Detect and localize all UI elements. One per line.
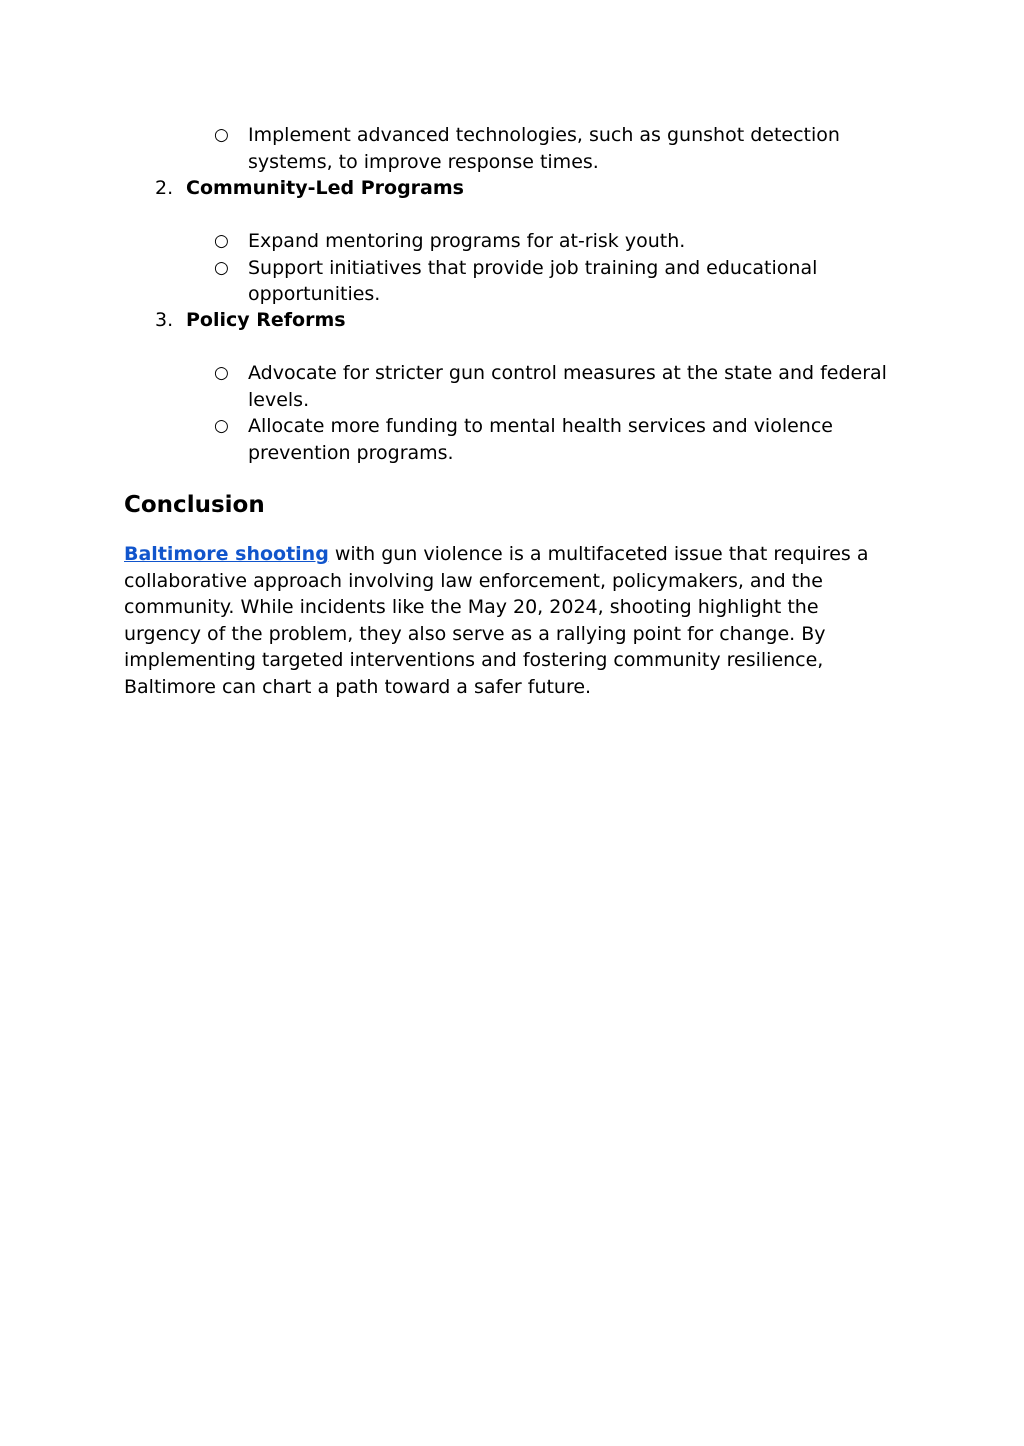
- list-item-title: Policy Reforms: [186, 309, 346, 331]
- conclusion-paragraph: [124, 541, 884, 700]
- paragraph-line: collaborative approach involving law enforcement, policymakers, and the: [124, 569, 823, 592]
- paragraph-line: urgency of the problem, they also serve as a rallying point for change. By: [124, 622, 826, 645]
- list-item-text: Advocate for stricter gun control measures at the state and federal: [248, 362, 887, 384]
- list-item-text: Expand mentoring programs for at-risk youth.: [248, 230, 686, 252]
- conclusion-heading: Conclusion: [124, 492, 265, 518]
- paragraph-line: [124, 541, 884, 568]
- list-item-title: Community-Led Programs: [186, 177, 464, 199]
- bullet-icon: ○: [214, 416, 229, 436]
- list-item-text: Implement advanced technologies, such as gunshot detection: [248, 124, 840, 146]
- bullet-icon: ○: [214, 257, 229, 278]
- paragraph-line: community. While incidents like the May 20, 2024, shooting highlight the: [124, 596, 819, 618]
- paragraph-line: implementing targeted interventions and fostering community resilience,: [124, 649, 824, 671]
- list-number: 2.: [155, 177, 174, 199]
- paragraph-line: Baltimore can chart a path toward a safer future.: [124, 675, 592, 698]
- list-number: 3.: [155, 309, 174, 331]
- list-item-text: prevention programs.: [248, 441, 454, 464]
- list-item-text: opportunities.: [248, 283, 381, 305]
- bullet-icon: ○: [214, 231, 229, 251]
- bullet-icon: ○: [214, 363, 229, 383]
- list-item-text: systems, to improve response times.: [248, 150, 599, 173]
- bullet-icon: ○: [214, 125, 229, 145]
- list-item-text: Allocate more funding to mental health services and violence: [248, 415, 833, 437]
- paragraph-text: with gun violence is a multifaceted issue that requires a: [328, 543, 869, 565]
- list-item-text: Support initiatives that provide job training and educational: [248, 256, 818, 279]
- list-item-text: levels.: [248, 388, 310, 411]
- baltimore-shooting-link[interactable]: Baltimore shooting: [124, 543, 329, 565]
